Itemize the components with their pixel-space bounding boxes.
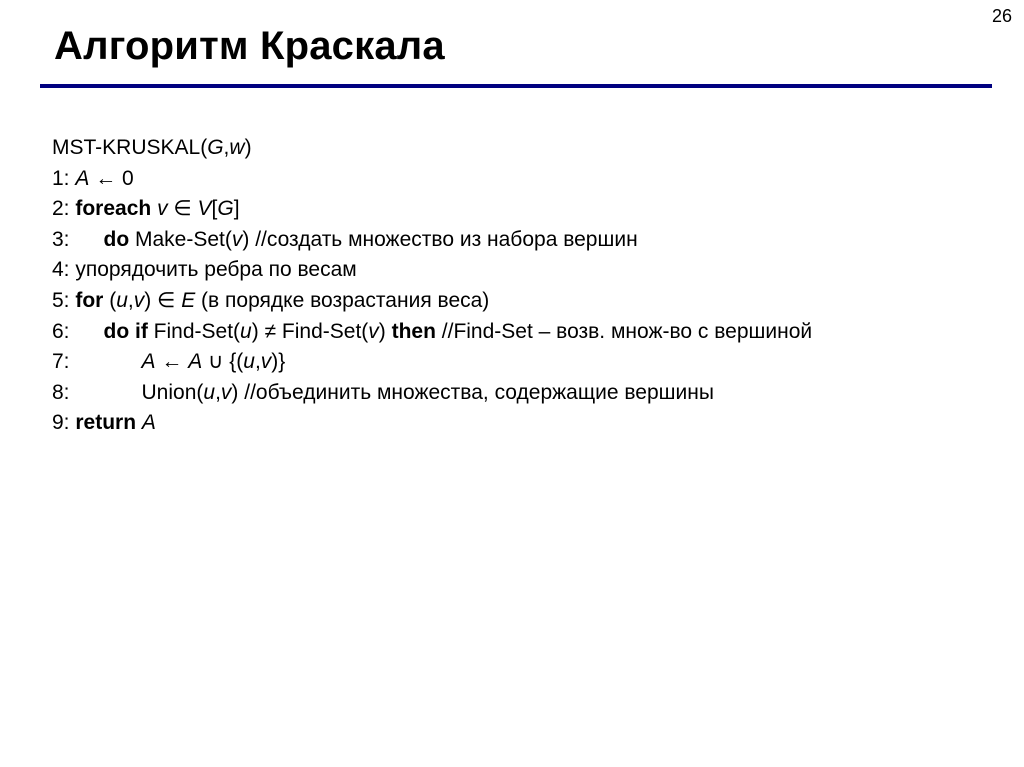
keyword-do-if: do if [103, 319, 148, 343]
var-v: v [133, 288, 145, 312]
code-text: , [215, 380, 221, 404]
param-g: G [207, 136, 224, 159]
code-text: ) [378, 319, 392, 343]
var-a: A [188, 350, 203, 374]
var-v: v [368, 319, 379, 343]
code-text: ∈ [167, 197, 198, 221]
pseudocode-block [52, 133, 812, 439]
var-u: u [240, 319, 252, 343]
code-text: ) //создать множество из набора вершин [242, 227, 638, 251]
code-text: ) //объединить множества, содержащие вершины [231, 380, 714, 404]
code-text: Find-Set( [147, 319, 241, 343]
code-text: )} [271, 350, 286, 374]
code-text: ( [103, 288, 117, 312]
var-u: u [116, 288, 128, 312]
code-line-7 [52, 347, 812, 378]
slide-number: 26 [991, 6, 1012, 26]
code-line-1 [52, 164, 812, 195]
indent [70, 378, 142, 409]
var-v: v [157, 197, 168, 221]
line-number: 8: [52, 380, 70, 404]
var-V: V [197, 197, 212, 221]
line-number: 1: [52, 166, 76, 190]
code-text: упорядочить ребра по весам [75, 258, 357, 282]
code-text: ) ∈ [144, 288, 182, 312]
line-number: 5: [52, 288, 76, 312]
line-number: 2: [52, 197, 76, 221]
var-u: u [243, 350, 255, 374]
var-a: A [141, 350, 156, 374]
code-line-8 [52, 378, 812, 409]
line-number: 7: [52, 350, 70, 374]
var-v: v [260, 350, 272, 374]
code-text: ) ≠ Find-Set( [251, 319, 369, 343]
code-text: ] [233, 197, 240, 221]
keyword-then: then [391, 319, 436, 343]
param-comma: , [223, 136, 230, 159]
keyword-for: for [75, 288, 104, 312]
keyword-foreach: foreach [75, 197, 152, 221]
var-v: v [231, 227, 243, 251]
code-line-4 [52, 255, 812, 286]
line-number: 6: [52, 319, 70, 343]
var-G: G [217, 197, 234, 221]
code-text: ← [155, 350, 189, 374]
param-w: w [229, 136, 245, 159]
keyword-do: do [103, 227, 130, 251]
code-text: [ [211, 197, 218, 221]
line-number: 4: [52, 258, 76, 282]
slide-title: Алгоритм Краскала [54, 24, 445, 68]
code-text: , [127, 288, 134, 312]
var-a: A [75, 166, 90, 190]
code-text: Union( [141, 380, 204, 404]
var-u: u [203, 380, 216, 404]
keyword-return: return [75, 411, 137, 435]
indent [70, 225, 104, 256]
code-line-5 [52, 286, 812, 317]
proc-name: MST-KRUSKAL( [52, 136, 208, 159]
line-number: 3: [52, 227, 70, 251]
indent [70, 347, 142, 378]
code-text: ← 0 [89, 166, 134, 190]
title-divider [40, 84, 992, 88]
code-line-6 [52, 317, 812, 348]
indent [70, 317, 104, 348]
code-text: //Find-Set – возв. множ-во с вершиной [435, 319, 813, 343]
code-line-3 [52, 225, 812, 256]
code-text: (в порядке возрастания веса) [195, 288, 490, 312]
code-line-2 [52, 194, 812, 225]
code-text: ∪ {( [202, 350, 244, 374]
code-text: , [254, 350, 261, 374]
code-text: Make-Set( [129, 227, 232, 251]
line-number: 9: [52, 411, 76, 435]
param-close: ) [244, 136, 252, 159]
var-E: E [181, 288, 196, 312]
code-line-9 [52, 408, 812, 439]
code-line-header [52, 133, 812, 164]
var-a: A [141, 411, 156, 435]
var-v: v [220, 380, 232, 404]
